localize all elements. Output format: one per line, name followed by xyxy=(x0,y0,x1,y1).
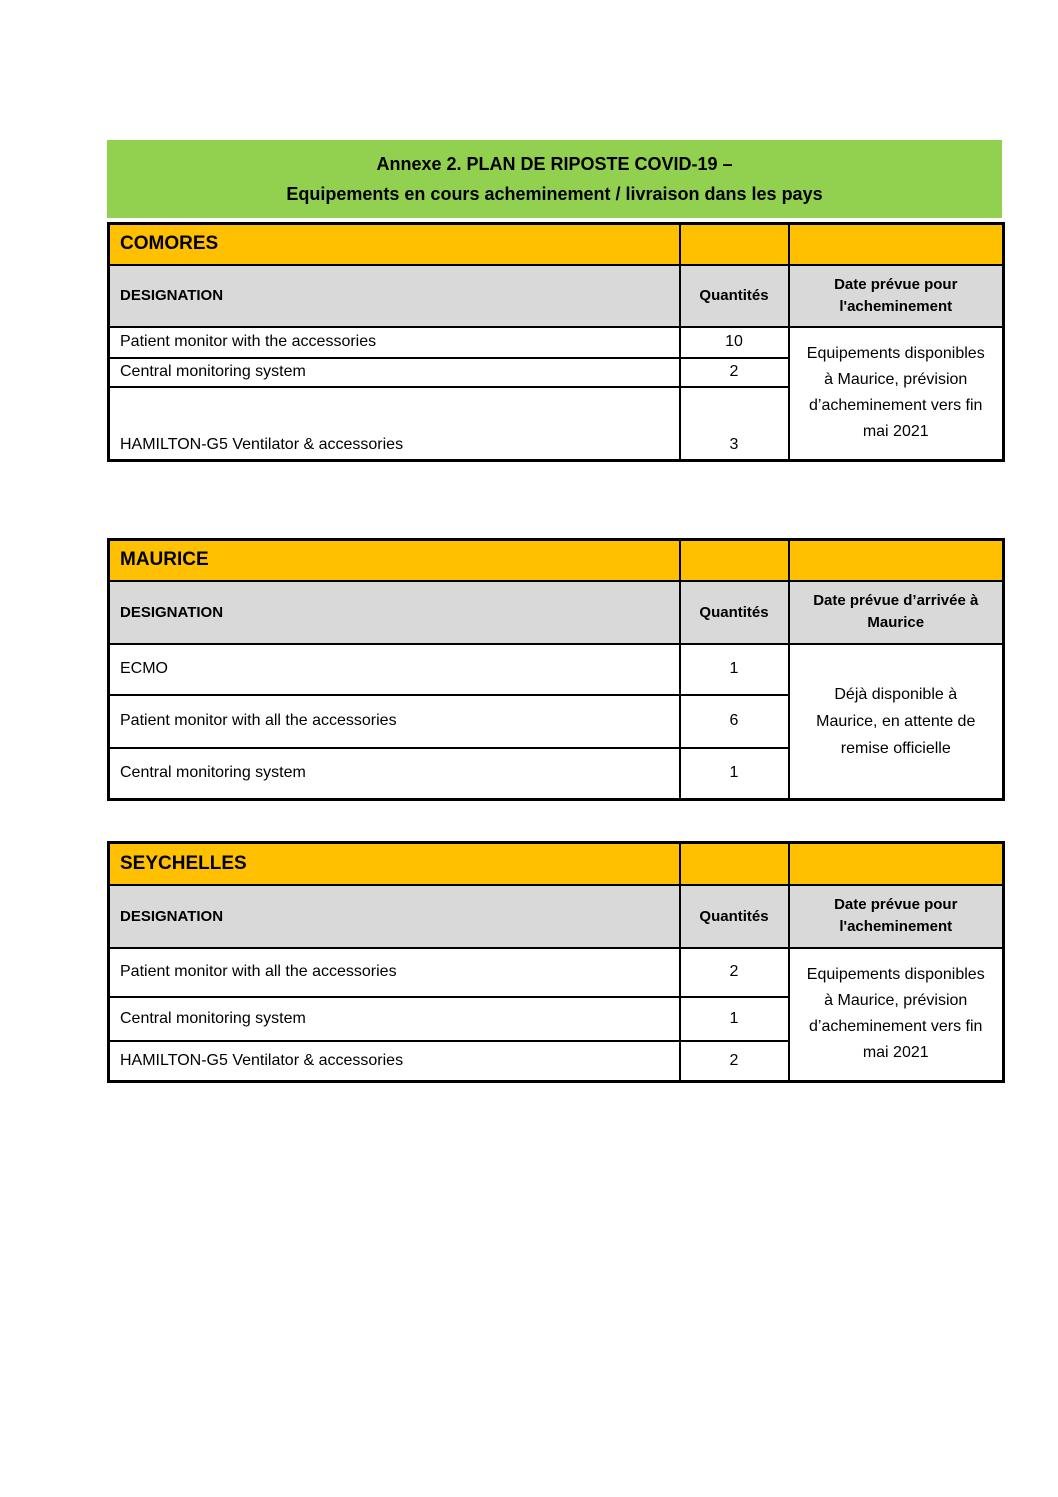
country-row-seychelles xyxy=(109,843,1004,885)
designation-cell: Patient monitor with all the accessories xyxy=(109,695,680,748)
designation-cell: HAMILTON-G5 Ventilator & accessories xyxy=(109,1041,680,1082)
designation-cell: Patient monitor with all the accessories xyxy=(109,948,680,997)
country-name: SEYCHELLES xyxy=(109,843,680,885)
column-header-row xyxy=(109,581,1004,644)
country-row-spacer xyxy=(680,843,789,885)
column-header-quantity: Quantités xyxy=(680,581,789,644)
table-comores xyxy=(107,222,1005,462)
date-note-cell: Equipements disponibles à Maurice, prévision d’acheminement vers fin mai 2021 xyxy=(789,327,1004,461)
table-maurice xyxy=(107,538,1005,801)
column-header-designation: DESIGNATION xyxy=(109,265,680,327)
table-row xyxy=(109,327,1004,358)
page-title-line-1: Annexe 2. PLAN DE RIPOSTE COVID-19 – xyxy=(376,154,733,174)
column-header-designation: DESIGNATION xyxy=(109,581,680,644)
column-header-date: Date prévue d’arrivée à Maurice xyxy=(789,581,1004,644)
table-seychelles xyxy=(107,841,1005,1083)
title-banner xyxy=(107,140,1002,218)
date-note-cell: Equipements disponibles à Maurice, prévision d’acheminement vers fin mai 2021 xyxy=(789,948,1004,1082)
country-name: COMORES xyxy=(109,224,680,265)
column-header-date: Date prévue pour l'acheminement xyxy=(789,885,1004,948)
quantity-cell: 2 xyxy=(680,1041,789,1082)
country-row-spacer xyxy=(680,540,789,581)
country-row-spacer xyxy=(789,224,1004,265)
table-row xyxy=(109,644,1004,695)
page-title-line-2: Equipements en cours acheminement / livraison dans les pays xyxy=(286,184,823,204)
column-header-date: Date prévue pour l'acheminement xyxy=(789,265,1004,327)
quantity-cell: 1 xyxy=(680,748,789,800)
quantity-cell: 6 xyxy=(680,695,789,748)
document-page xyxy=(107,140,1002,1083)
quantity-cell: 10 xyxy=(680,327,789,358)
column-header-row xyxy=(109,265,1004,327)
column-header-quantity: Quantités xyxy=(680,265,789,327)
column-header-quantity: Quantités xyxy=(680,885,789,948)
designation-cell: ECMO xyxy=(109,644,680,695)
country-row-spacer xyxy=(789,540,1004,581)
quantity-cell: 1 xyxy=(680,644,789,695)
country-name: MAURICE xyxy=(109,540,680,581)
designation-cell: HAMILTON-G5 Ventilator & accessories xyxy=(109,387,680,461)
country-row-maurice xyxy=(109,540,1004,581)
designation-cell: Central monitoring system xyxy=(109,997,680,1041)
quantity-cell: 1 xyxy=(680,997,789,1041)
column-header-row xyxy=(109,885,1004,948)
quantity-cell: 2 xyxy=(680,948,789,997)
country-row-spacer xyxy=(680,224,789,265)
country-row-comores xyxy=(109,224,1004,265)
country-row-spacer xyxy=(789,843,1004,885)
quantity-cell: 3 xyxy=(680,387,789,461)
table-row xyxy=(109,948,1004,997)
quantity-cell: 2 xyxy=(680,358,789,387)
designation-cell: Central monitoring system xyxy=(109,358,680,387)
date-note-cell: Déjà disponible à Maurice, en attente de remise officielle xyxy=(789,644,1004,800)
column-header-designation: DESIGNATION xyxy=(109,885,680,948)
designation-cell: Patient monitor with the accessories xyxy=(109,327,680,358)
designation-cell: Central monitoring system xyxy=(109,748,680,800)
